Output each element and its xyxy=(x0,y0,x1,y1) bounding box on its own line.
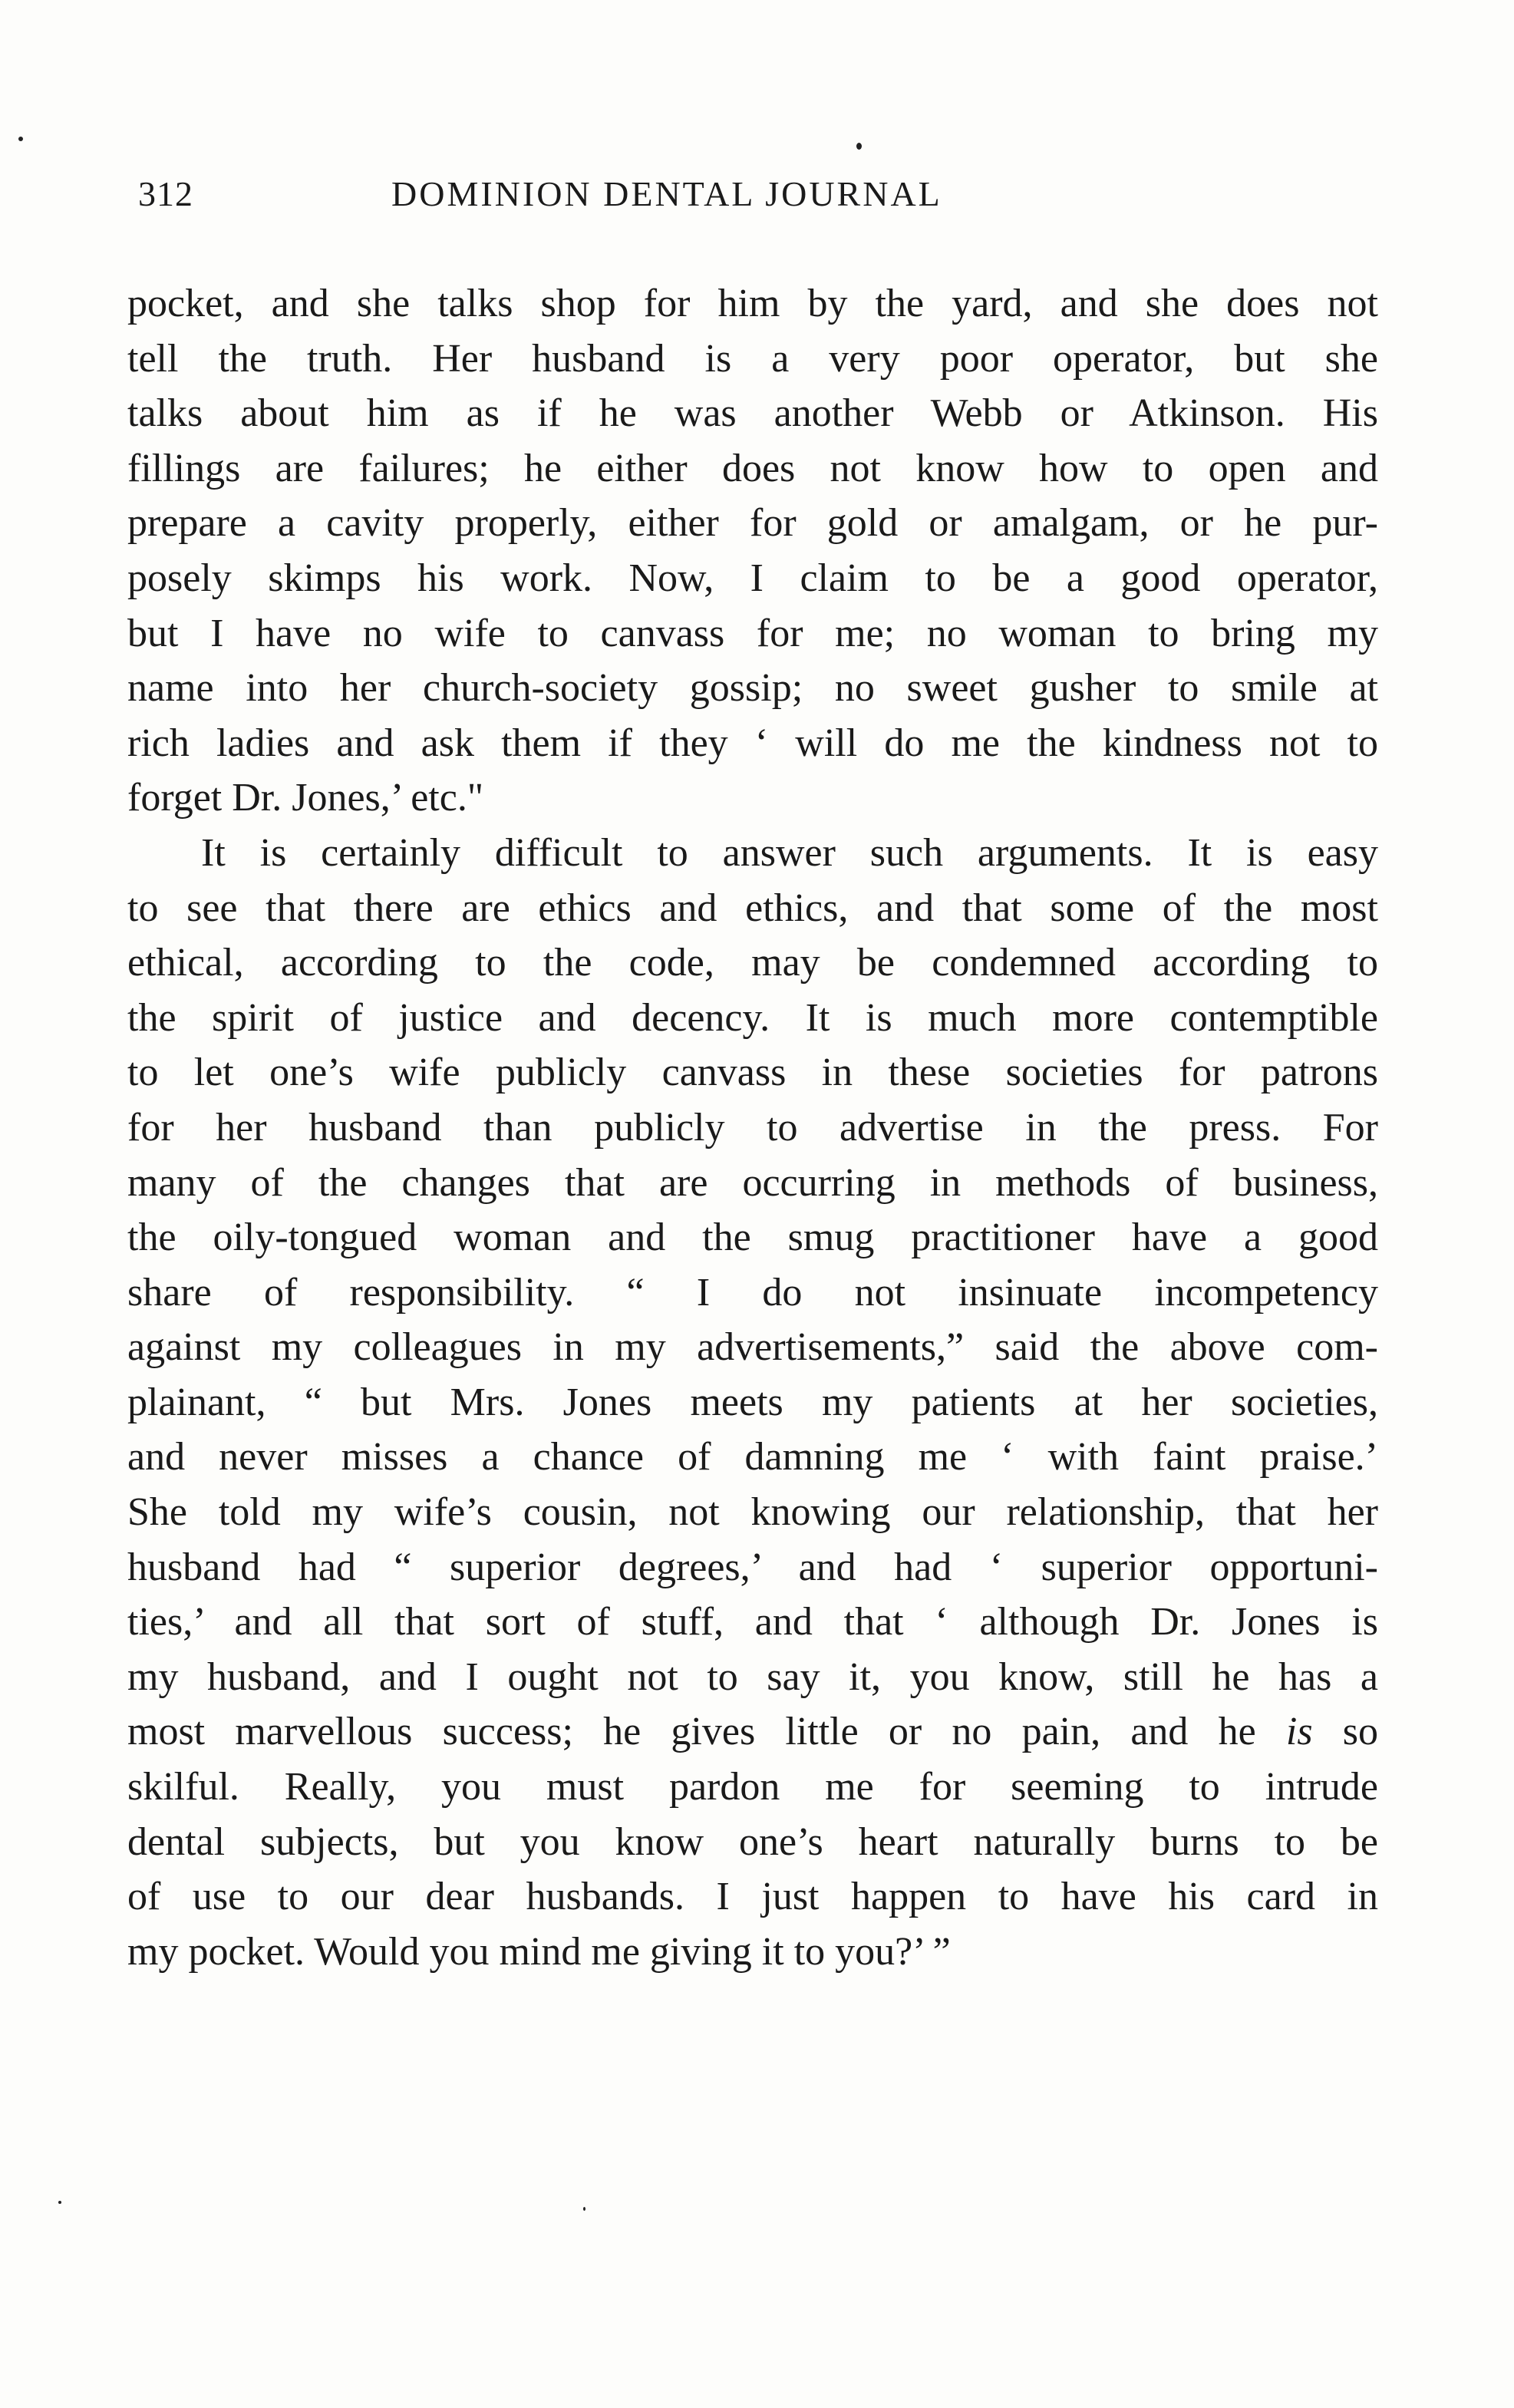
text-line: and never misses a chance of damning me ‘ with faint praise.’ xyxy=(127,1435,1378,1479)
text-line: ethical, according to the code, may be condemned according to xyxy=(127,941,1378,985)
running-title: DOMINION DENTAL JOURNAL xyxy=(391,174,942,213)
text-line: share of responsibility. “ I do not insinuate incompetency xyxy=(127,1270,1378,1315)
text-line: the spirit of justice and decency. It is much more contemptible xyxy=(127,995,1378,1040)
scan-speck xyxy=(58,2201,61,2204)
text-line: the oily-tongued woman and the smug practitioner have a good xyxy=(127,1216,1378,1260)
paragraph-2 xyxy=(127,826,1378,1979)
scan-speck xyxy=(583,2207,585,2211)
italic-word: is xyxy=(1285,1710,1313,1754)
text-line: against my colleagues in my advertisements,” said the above com- xyxy=(127,1325,1378,1370)
scan-speck xyxy=(856,143,862,150)
text-line: but I have no wife to canvass for me; no woman to bring my xyxy=(127,611,1378,655)
text-run: most marvellous success; he gives little or no pain, and he xyxy=(127,1710,1286,1754)
text-line: dental subjects, but you know one’s heart naturally burns to be xyxy=(127,1819,1378,1864)
text-line: talks about him as if he was another Webb or Atkinson. His xyxy=(127,391,1378,436)
text-line: posely skimps his work. Now, I claim to be a good operator, xyxy=(127,556,1378,600)
text-line: She told my wife’s cousin, not knowing our relationship, that her xyxy=(127,1490,1378,1535)
text-line: fillings are failures; he either does not know how to open and xyxy=(127,446,1378,490)
text-line: skilful. Really, you must pardon me for seeming to intrude xyxy=(127,1765,1378,1809)
text-line: forget Dr. Jones,’ etc." xyxy=(127,776,484,820)
text-line: to let one’s wife publicly canvass in these societies for patrons xyxy=(127,1051,1378,1095)
text-line: rich ladies and ask them if they ‘ will do me the kindness not to xyxy=(127,721,1378,765)
text-line: my pocket. Would you mind me giving it to you?’ ” xyxy=(127,1929,951,1974)
text-line: for her husband than publicly to advertise in the press. For xyxy=(127,1105,1378,1150)
text-run: so xyxy=(1312,1710,1378,1754)
scan-speck xyxy=(18,137,23,141)
text-line: of use to our dear husbands. I just happen to have his card in xyxy=(127,1875,1378,1919)
text-line: my husband, and I ought not to say it, you know, still he has a xyxy=(127,1654,1378,1699)
text-line: to see that there are ethics and ethics, and that some of the most xyxy=(127,886,1378,930)
page-header xyxy=(138,173,1376,227)
text-line: many of the changes that are occurring in methods of business, xyxy=(127,1160,1378,1205)
text-line: pocket, and she talks shop for him by the yard, and she does not xyxy=(127,282,1378,325)
text-line: It is certainly difficult to answer such arguments. It is easy xyxy=(201,830,1378,875)
paragraph-1 xyxy=(127,276,1378,826)
body-text xyxy=(127,276,1378,1979)
text-line: tell the truth. Her husband is a very poor operator, but she xyxy=(127,336,1378,381)
text-line: name into her church-society gossip; no sweet gusher to smile at xyxy=(127,666,1378,711)
text-line-with-italic xyxy=(127,1704,1378,1760)
text-line: ties,’ and all that sort of stuff, and that ‘ although Dr. Jones is xyxy=(127,1600,1378,1644)
text-line: prepare a cavity properly, either for gold or amalgam, or he pur- xyxy=(127,501,1378,546)
page-number: 312 xyxy=(138,174,193,213)
text-line: husband had “ superior degrees,’ and had ‘ superior opportuni- xyxy=(127,1545,1378,1589)
text-line: plainant, “ but Mrs. Jones meets my patients at her societies, xyxy=(127,1380,1378,1424)
